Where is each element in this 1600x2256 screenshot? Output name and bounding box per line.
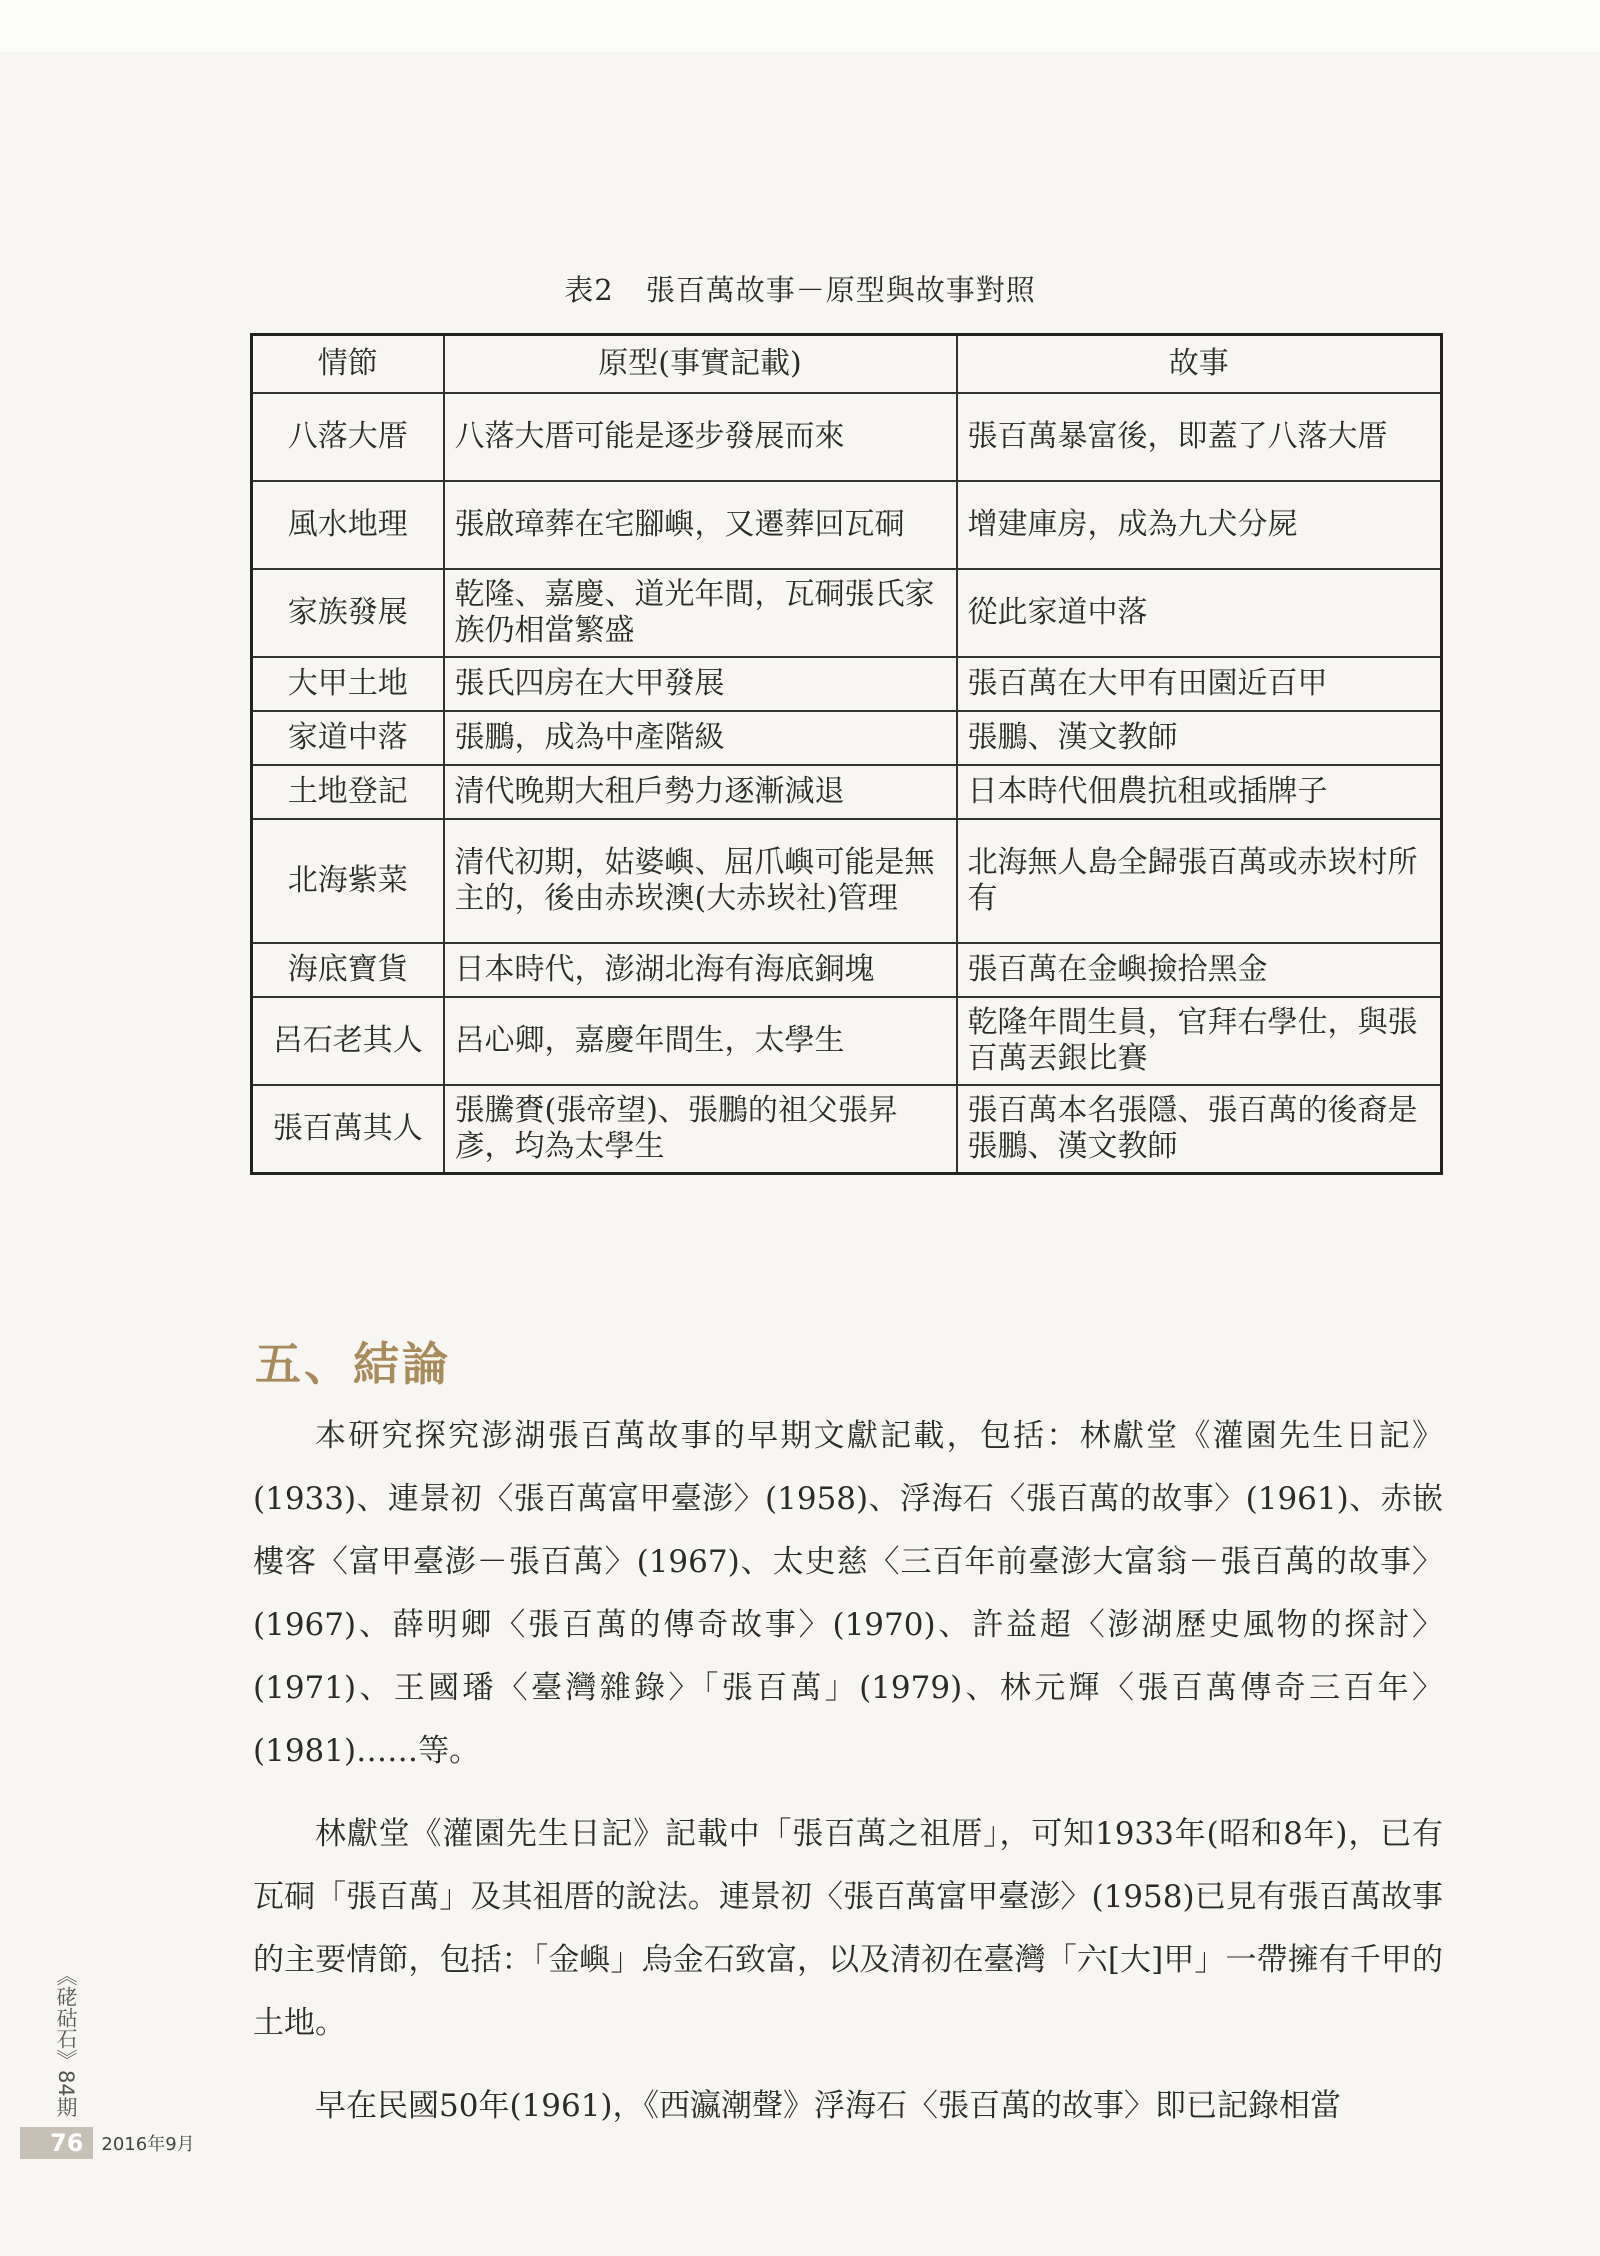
cell-plot: 家道中落 — [252, 711, 444, 765]
table-row — [252, 481, 1442, 569]
cell-plot: 家族發展 — [252, 569, 444, 657]
table-row — [252, 711, 1442, 765]
cell-prototype: 張啟璋葬在宅腳嶼，又遷葬回瓦硐 — [444, 481, 957, 569]
table-row — [252, 997, 1442, 1085]
magazine-title: 《硓𥑮石》84期 — [54, 1965, 78, 2118]
cell-plot: 北海紫菜 — [252, 819, 444, 943]
cell-story: 張百萬在大甲有田園近百甲 — [957, 657, 1442, 711]
table-caption-number: 表2 — [564, 273, 614, 307]
paragraph: 本研究探究澎湖張百萬故事的早期文獻記載，包括：林獻堂《灌園先生日記》(1933)、連景初〈張百萬富甲臺澎〉(1958)、浮海石〈張百萬的故事〉(1961)、赤嵌樓客〈富甲臺澎－張百萬〉(1967)、太史慈〈三百年前臺澎大富翁－張百萬的故事〉(1967)、薛明卿〈張百萬的傳奇故事〉(1970)、許益超〈澎湖歷史風物的探討〉(1971)、王國璠〈臺灣雜錄〉「張百萬」(1979)、林元輝〈張百萬傳奇三百年〉(1981)……等。 — [253, 1418, 1443, 1769]
header-prototype: 原型(事實記載) — [444, 335, 957, 394]
cell-story: 張鵬、漢文教師 — [957, 711, 1442, 765]
cell-prototype: 八落大厝可能是逐步發展而來 — [444, 393, 957, 481]
cell-plot: 張百萬其人 — [252, 1085, 444, 1173]
cell-story: 日本時代佃農抗租或插牌子 — [957, 765, 1442, 819]
page-footer — [20, 2127, 195, 2159]
cell-prototype: 呂心卿，嘉慶年間生，太學生 — [444, 997, 957, 1085]
table-caption — [0, 268, 1600, 309]
cell-story: 張百萬本名張隱、張百萬的後裔是張鵬、漢文教師 — [957, 1085, 1442, 1173]
header-story: 故事 — [957, 335, 1442, 394]
page-number: 76 — [20, 2127, 93, 2159]
page-top-band — [0, 0, 1600, 52]
cell-prototype: 清代初期，姑婆嶼、屈爪嶼可能是無主的，後由赤崁澳(大赤崁社)管理 — [444, 819, 957, 943]
table-header-row — [252, 335, 1442, 394]
cell-prototype: 乾隆、嘉慶、道光年間，瓦硐張氏家族仍相當繁盛 — [444, 569, 957, 657]
cell-plot: 大甲土地 — [252, 657, 444, 711]
body-text — [253, 1405, 1443, 2158]
cell-plot: 風水地理 — [252, 481, 444, 569]
cell-prototype: 張鵬，成為中產階級 — [444, 711, 957, 765]
cell-prototype: 日本時代，澎湖北海有海底銅塊 — [444, 943, 957, 997]
table-row — [252, 1085, 1442, 1173]
cell-story: 增建庫房，成為九犬分屍 — [957, 481, 1442, 569]
table-row — [252, 943, 1442, 997]
table-row — [252, 819, 1442, 943]
cell-story: 張百萬暴富後，即蓋了八落大厝 — [957, 393, 1442, 481]
cell-plot: 八落大厝 — [252, 393, 444, 481]
paragraph: 林獻堂《灌園先生日記》記載中「張百萬之祖厝」，可知1933年(昭和8年)，已有瓦硐「張百萬」及其祖厝的說法。連景初〈張百萬富甲臺澎〉(1958)已見有張百萬故事的主要情節，包括：「金嶼」烏金石致富，以及清初在臺灣「六[大]甲」一帶擁有千甲的土地。 — [253, 1816, 1443, 2041]
table-caption-title: 張百萬故事－原型與故事對照 — [645, 273, 1036, 307]
cell-story: 乾隆年間生員，官拜右學仕，與張百萬丟銀比賽 — [957, 997, 1442, 1085]
header-plot: 情節 — [252, 335, 444, 394]
cell-story: 從此家道中落 — [957, 569, 1442, 657]
table-row — [252, 765, 1442, 819]
cell-plot: 呂石老其人 — [252, 997, 444, 1085]
issue-date: 2016年9月 — [101, 2134, 195, 2155]
paragraph: 早在民國50年(1961)，《西瀛潮聲》浮海石〈張百萬的故事〉即已記錄相當 — [315, 2088, 1342, 2124]
table-row — [252, 393, 1442, 481]
table-row — [252, 569, 1442, 657]
cell-prototype: 張騰賚(張帝望)、張鵬的祖父張昇彥，均為太學生 — [444, 1085, 957, 1173]
cell-prototype: 張氏四房在大甲發展 — [444, 657, 957, 711]
cell-story: 張百萬在金嶼撿拾黑金 — [957, 943, 1442, 997]
cell-prototype: 清代晚期大租戶勢力逐漸減退 — [444, 765, 957, 819]
table-row — [252, 657, 1442, 711]
cell-plot: 土地登記 — [252, 765, 444, 819]
cell-story: 北海無人島全歸張百萬或赤崁村所有 — [957, 819, 1442, 943]
section-heading: 五、結論 — [255, 1337, 451, 1391]
cell-plot: 海底寶貨 — [252, 943, 444, 997]
comparison-table — [250, 333, 1443, 1175]
